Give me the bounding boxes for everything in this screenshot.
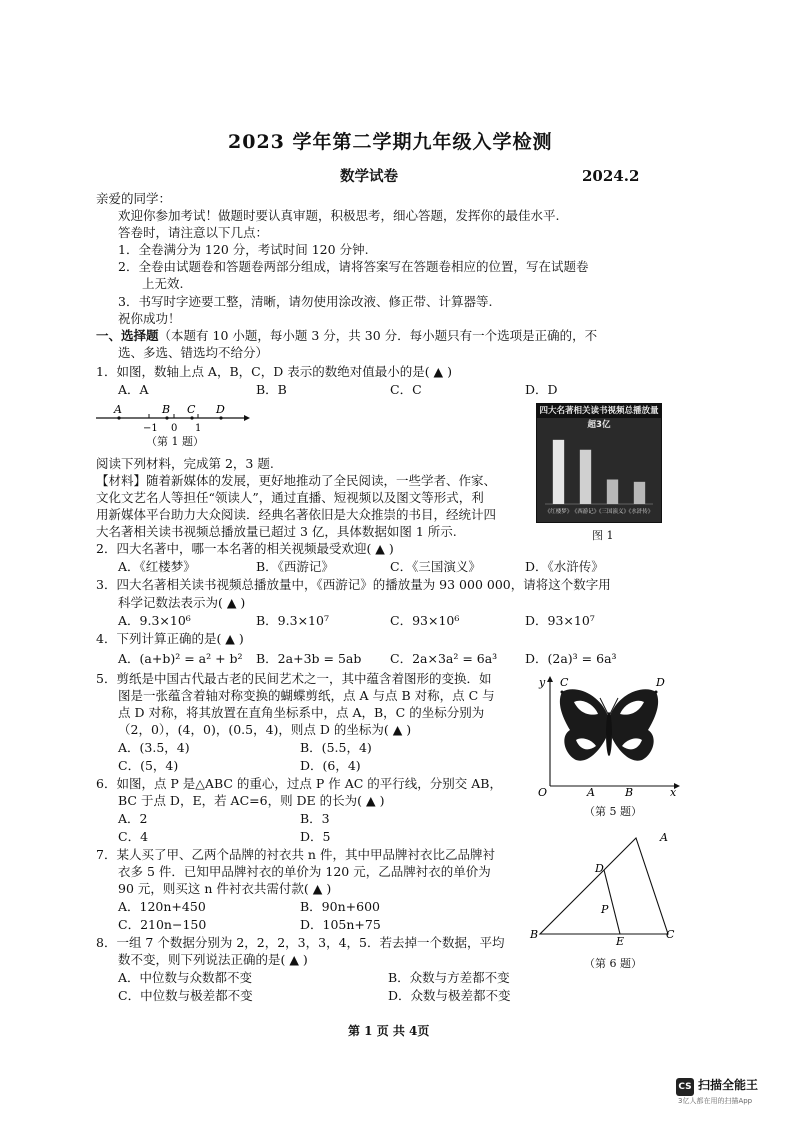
section-1-desc-2: 选、多选、错选均不给分） [118, 345, 269, 360]
tick-neg1: −1 [143, 423, 158, 434]
chart-figure [536, 403, 662, 523]
q2-option-c[interactable]: C．《三国演义》 [390, 559, 481, 574]
q8-option-c[interactable]: C．中位数与极差都不变 [118, 988, 253, 1003]
wish: 祝你成功！ [118, 311, 181, 326]
chart-category-label-2: 《三国演义》 [595, 509, 630, 515]
q2-option-b[interactable]: B．《西游记》 [256, 559, 334, 574]
chart-category-label-0: 《红楼梦》 [544, 509, 573, 515]
material-p3: 用新媒体平台助力大众阅读．经典名著依旧是大众推崇的书目，经统计四 [96, 507, 497, 522]
chart-plot [537, 418, 661, 522]
q2-option-d[interactable]: D．《水浒传》 [525, 559, 604, 574]
chart-caption: 图 1 [592, 529, 614, 542]
q6-option-c[interactable]: C．4 [118, 829, 149, 844]
section-1-title: 一、选择题 [96, 328, 159, 343]
note-2b: 上无效. [142, 276, 184, 291]
scanner-logo-icon: CS [676, 1078, 694, 1096]
scanner-name: 扫描全能王 [697, 1078, 758, 1092]
note-2a: 2．全卷由试题卷和答题卷两部分组成，请将答案写在答题卷相应的位置，写在试题卷 [118, 259, 589, 274]
intro-line-1: 欢迎你参加考试！做题时要认真审题，积极思考，细心答题，发挥你的最佳水平. [118, 208, 560, 223]
q4-option-b[interactable]: B．2a+3b = 5ab [256, 651, 362, 666]
q3-option-b[interactable]: B．9.3×10⁷ [256, 613, 329, 628]
q6-line-1: 6．如图，点 P 是△ABC 的重心，过点 P 作 AC 的平行线，分别交 AB， [96, 776, 502, 791]
q6-option-d[interactable]: D．5 [300, 829, 331, 844]
fig6-label-p: P [601, 903, 609, 916]
fig5-label-d: D [656, 676, 665, 689]
number-line-figure [94, 402, 254, 434]
axis-label-d: D [216, 403, 225, 416]
q3-option-c[interactable]: C．93×10⁶ [390, 613, 460, 628]
q5-line-2: 图是一张蕴含着轴对称变换的蝴蝶剪纸，点 A 与点 B 对称，点 C 与 [118, 688, 495, 703]
section-1-heading [96, 327, 597, 346]
q2-stem: 2．四大名著中，哪一本名著的相关视频最受欢迎( ▲ ) [96, 541, 394, 556]
q7-line-1: 7．某人买了甲、乙两个品牌的衬衣共 n 件，其中甲品牌衬衣比乙品牌衬 [96, 847, 495, 862]
q8-line-2: 数不变，则下列说法正确的是( ▲ ) [118, 952, 308, 967]
greeting: 亲爱的同学： [96, 191, 172, 206]
fig6-label-e: E [616, 935, 625, 946]
fig6-label-a: A [660, 831, 668, 844]
fig5-label-b: B [625, 786, 634, 799]
q5-option-c[interactable]: C．(5，4) [118, 758, 179, 773]
q1-option-d[interactable]: D．D [525, 382, 558, 397]
axis-label-c: C [187, 403, 196, 416]
q5-option-a[interactable]: A．(3.5，4) [118, 740, 190, 755]
fig5-label-c: C [560, 676, 569, 689]
q7-option-a[interactable]: A．120n+450 [118, 899, 206, 914]
fig6-label-b: B [530, 928, 539, 941]
scanner-watermark [676, 1076, 758, 1096]
q8-option-a[interactable]: A．中位数与众数都不变 [118, 970, 253, 985]
q3-stem-a: 3．四大名著相关读书视频总播放量中，《西游记》的播放量为 93 000 000，请将这个数字用 [96, 577, 611, 592]
triangle-figure [528, 828, 678, 946]
q1-stem: 1．如图，数轴上点 A，B，C，D 表示的数绝对值最小的是( ▲ ) [96, 364, 453, 379]
point-c [190, 416, 193, 419]
chart-bar-1 [580, 450, 591, 504]
q4-stem: 4．下列计算正确的是( ▲ ) [96, 631, 244, 646]
q6-caption: （第 6 题） [584, 957, 642, 970]
q8-option-b[interactable]: B．众数与方差都不变 [388, 970, 510, 985]
q5-line-1: 5．剪纸是中国古代最古老的民间艺术之一，其中蕴含着图形的变换．如 [96, 671, 492, 686]
q7-option-d[interactable]: D．105n+75 [300, 917, 381, 932]
chart-title: 四大名著相关读书视频总播放量超3亿 [537, 404, 661, 418]
q5-line-3: 点 D 对称，将其放置在直角坐标系中，点 A，B，C 的坐标分别为 [118, 705, 485, 720]
tick-1: 1 [195, 423, 202, 434]
q6-line-2: BC 于点 D，E，若 AC=6，则 DE 的长为( ▲ ) [118, 793, 385, 808]
axis-label-b: B [162, 403, 171, 416]
q4-option-c[interactable]: C．2a×3a² = 6a³ [390, 651, 498, 666]
q4-option-a[interactable]: A．(a+b)² = a² + b² [118, 651, 243, 666]
q2-option-a[interactable]: A．《红楼梦》 [118, 559, 196, 574]
fig5-label-y: y [539, 676, 546, 689]
q7-option-b[interactable]: B．90n+600 [300, 899, 380, 914]
q5-option-b[interactable]: B．(5.5，4) [300, 740, 372, 755]
q1-option-c[interactable]: C．C [390, 382, 422, 397]
chart-bar-0 [553, 440, 564, 504]
note-1: 1．全卷满分为 120 分，考试时间 120 分钟. [118, 242, 369, 257]
chart-category-label-3: 《水浒传》 [625, 509, 654, 515]
q8-option-d[interactable]: D．众数与极差都不变 [388, 988, 511, 1003]
q4-option-d[interactable]: D．(2a)³ = 6a³ [525, 651, 617, 666]
q1-caption: （第 1 题） [146, 435, 204, 448]
scanner-tagline: 3亿人都在用的扫描App [678, 1097, 753, 1105]
axis-label-a: A [114, 403, 122, 416]
point-b [165, 416, 168, 419]
page-number: 第 1 页 共 4页 [348, 1024, 430, 1038]
butterfly-figure [530, 674, 680, 799]
point-a [117, 416, 120, 419]
fig6-label-d: D [595, 862, 604, 875]
intro-line-2: 答卷时，请注意以下几点： [118, 225, 269, 240]
q7-option-c[interactable]: C．210n−150 [118, 917, 207, 932]
q3-stem-b: 科学记数法表示为( ▲ ) [118, 595, 246, 610]
q3-option-a[interactable]: A．9.3×10⁶ [118, 613, 191, 628]
q3-option-d[interactable]: D．93×10⁷ [525, 613, 595, 628]
section-1-desc: （本题有 10 小题，每小题 3 分，共 30 分．每小题只有一个选项是正确的，不 [158, 328, 598, 343]
material-intro: 阅读下列材料，完成第 2，3 题. [96, 456, 274, 471]
exam-date: 2024.2 [582, 167, 640, 185]
q1-option-a[interactable]: A．A [118, 382, 149, 397]
material-p4: 大名著相关读书视频总播放量已超过 3 亿，具体数据如图 1 所示. [96, 524, 457, 539]
q6-option-a[interactable]: A．2 [118, 811, 148, 826]
fig6-label-c: C [666, 928, 675, 941]
chart-bar-3 [634, 482, 645, 504]
fig5-label-x: x [670, 786, 677, 799]
q7-line-3: 90 元，则买这 n 件衬衣共需付款( ▲ ) [118, 881, 332, 896]
point-d [219, 416, 222, 419]
q5-line-4: （2，0），(4，0)，(0.5，4)，则点 D 的坐标为( ▲ ) [118, 722, 412, 737]
chart-category-label-1: 《西游记》 [571, 509, 600, 515]
page-title: 2023 学年第二学期九年级入学检测 [228, 131, 553, 153]
material-p1: 【材料】随着新媒体的发展，更好地推动了全民阅读，一些学者、作家、 [96, 473, 497, 488]
butterfly-shape [560, 689, 658, 760]
fig5-label-o: O [538, 786, 548, 799]
fig5-label-a: A [587, 786, 595, 799]
q1-option-b[interactable]: B．B [256, 382, 287, 397]
page-subtitle: 数学试卷 [340, 168, 398, 185]
chart-bar-2 [607, 480, 618, 505]
q5-option-d[interactable]: D．(6，4) [300, 758, 361, 773]
q7-line-2: 衣多 5 件．已知甲品牌衬衣的单价为 120 元，乙品牌衬衣的单价为 [118, 864, 491, 879]
tick-0: 0 [171, 423, 178, 434]
q8-line-1: 8．一组 7 个数据分别为 2，2，2，3，3，4，5．若去掉一个数据，平均 [96, 935, 505, 950]
material-p2: 文化文艺名人等担任“领读人”，通过直播、短视频以及图文等形式，利 [96, 490, 484, 505]
q5-caption: （第 5 题） [584, 805, 642, 818]
note-3: 3．书写时字迹要工整，清晰，请勿使用涂改液、修正带、计算器等. [118, 294, 493, 309]
q6-option-b[interactable]: B．3 [300, 811, 330, 826]
